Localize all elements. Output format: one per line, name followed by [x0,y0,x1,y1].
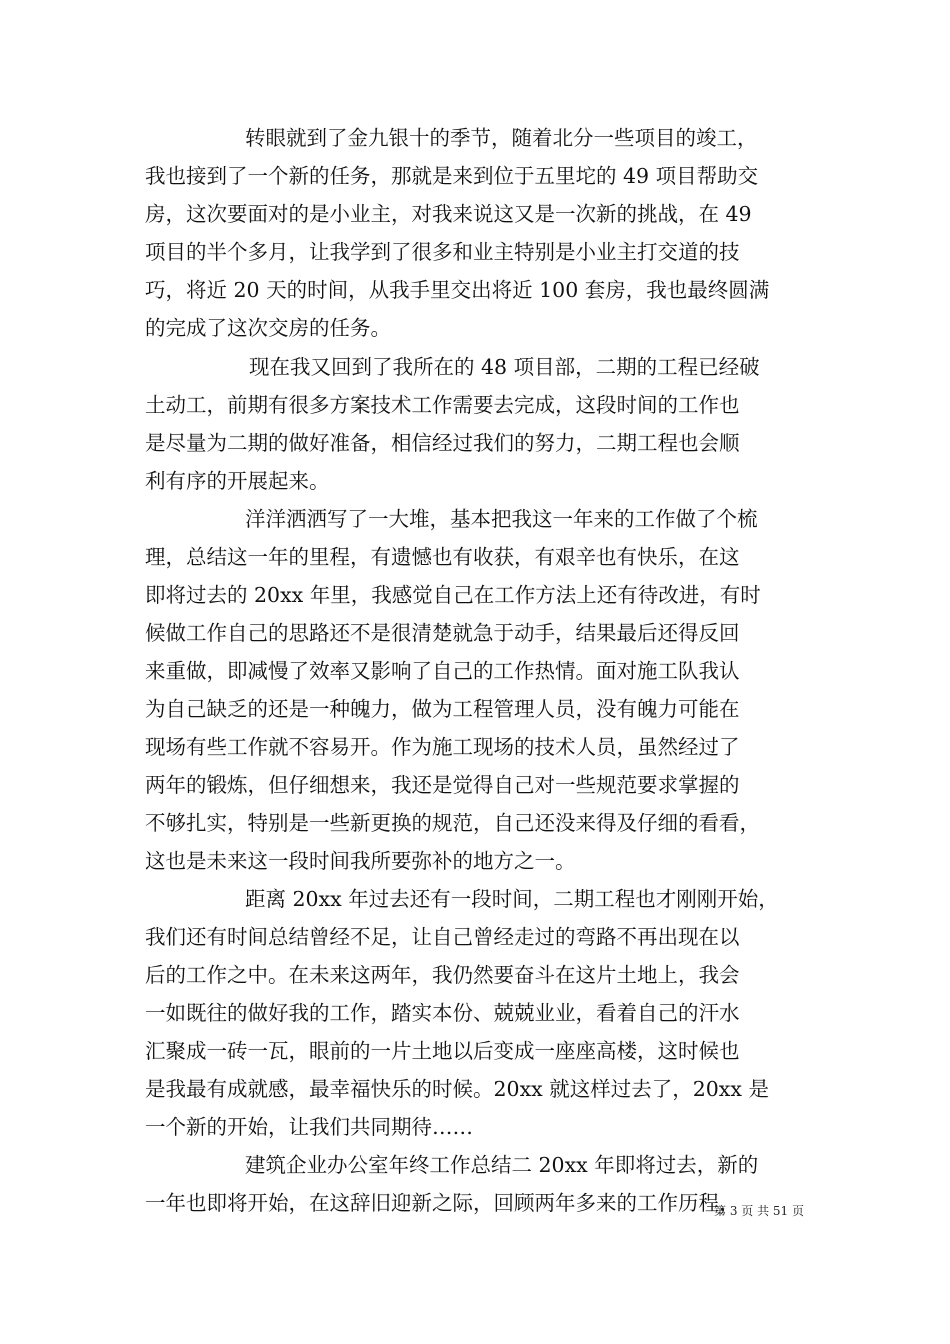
paragraph-3-line-3: 即将过去的 20xx 年里，我感觉自己在工作方法上还有待改进，有时 [145,583,761,607]
paragraph-1-line-5: 巧，将近 20 天的时间，从我手里交出将近 100 套房，我也最终圆满 [145,278,770,302]
paragraph-1-line-2: 我也接到了一个新的任务，那就是来到位于五里坨的 49 项目帮助交 [145,164,759,188]
paragraph-4-line-4: 一如既往的做好我的工作，踏实本份、兢兢业业，看着自己的汗水 [145,1001,740,1025]
page-number-footer: 第 3 页 共 51 页 [714,1204,804,1218]
paragraph-4-line-3: 后的工作之中。在未来这两年，我仍然要奋斗在这片土地上，我会 [145,963,740,987]
paragraph-3-line-9: 不够扎实，特别是一些新更换的规范，自己还没来得及仔细的看看， [145,811,760,835]
paragraph-5-line-1: 建筑企业办公室年终工作总结二 20xx 年即将过去，新的 [245,1153,759,1177]
paragraph-4-line-1: 距离 20xx 年过去还有一段时间，二期工程也才刚刚开始， [245,887,779,911]
paragraph-1-line-1: 转眼就到了金九银十的季节，随着北分一些项目的竣工， [245,126,758,150]
paragraph-5-line-2: 一年也即将开始，在这辞旧迎新之际，回顾两年多来的工作历程， [145,1191,740,1215]
paragraph-4-line-7: 一个新的开始，让我们共同期待…… [145,1115,473,1139]
paragraph-3-line-1: 洋洋洒洒写了一大堆，基本把我这一年来的工作做了个梳 [245,507,758,531]
paragraph-2-line-3: 是尽量为二期的做好准备，相信经过我们的努力，二期工程也会顺 [145,431,740,455]
paragraph-1-line-6: 的完成了这次交房的任务。 [145,316,391,340]
paragraph-3-line-6: 为自己缺乏的还是一种魄力，做为工程管理人员，没有魄力可能在 [145,697,740,721]
paragraph-2-line-1: 现在我又回到了我所在的 48 项目部，二期的工程已经破 [249,355,760,379]
paragraph-3-line-2: 理，总结这一年的里程，有遗憾也有收获，有艰辛也有快乐，在这 [145,545,740,569]
paragraph-1-line-3: 房，这次要面对的是小业主，对我来说这又是一次新的挑战，在 49 [145,202,752,226]
paragraph-3-line-5: 来重做，即减慢了效率又影响了自己的工作热情。面对施工队我认 [145,659,740,683]
paragraph-3-line-10: 这也是未来这一段时间我所要弥补的地方之一。 [145,849,576,873]
paragraph-3-line-8: 两年的锻炼，但仔细想来，我还是觉得自己对一些规范要求掌握的 [145,773,740,797]
paragraph-1-line-4: 项目的半个多月，让我学到了很多和业主特别是小业主打交道的技 [145,240,740,264]
paragraph-2-line-2: 土动工，前期有很多方案技术工作需要去完成，这段时间的工作也 [145,393,740,417]
paragraph-4-line-6: 是我最有成就感，最幸福快乐的时候。20xx 就这样过去了，20xx 是 [145,1077,769,1101]
paragraph-2-line-4: 利有序的开展起来。 [145,469,330,493]
paragraph-4-line-2: 我们还有时间总结曾经不足，让自己曾经走过的弯路不再出现在以 [145,925,740,949]
paragraph-3-line-4: 候做工作自己的思路还不是很清楚就急于动手，结果最后还得反回 [145,621,740,645]
paragraph-3-line-7: 现场有些工作就不容易开。作为施工现场的技术人员，虽然经过了 [145,735,740,759]
paragraph-4-line-5: 汇聚成一砖一瓦，眼前的一片土地以后变成一座座高楼，这时候也 [145,1039,740,1063]
